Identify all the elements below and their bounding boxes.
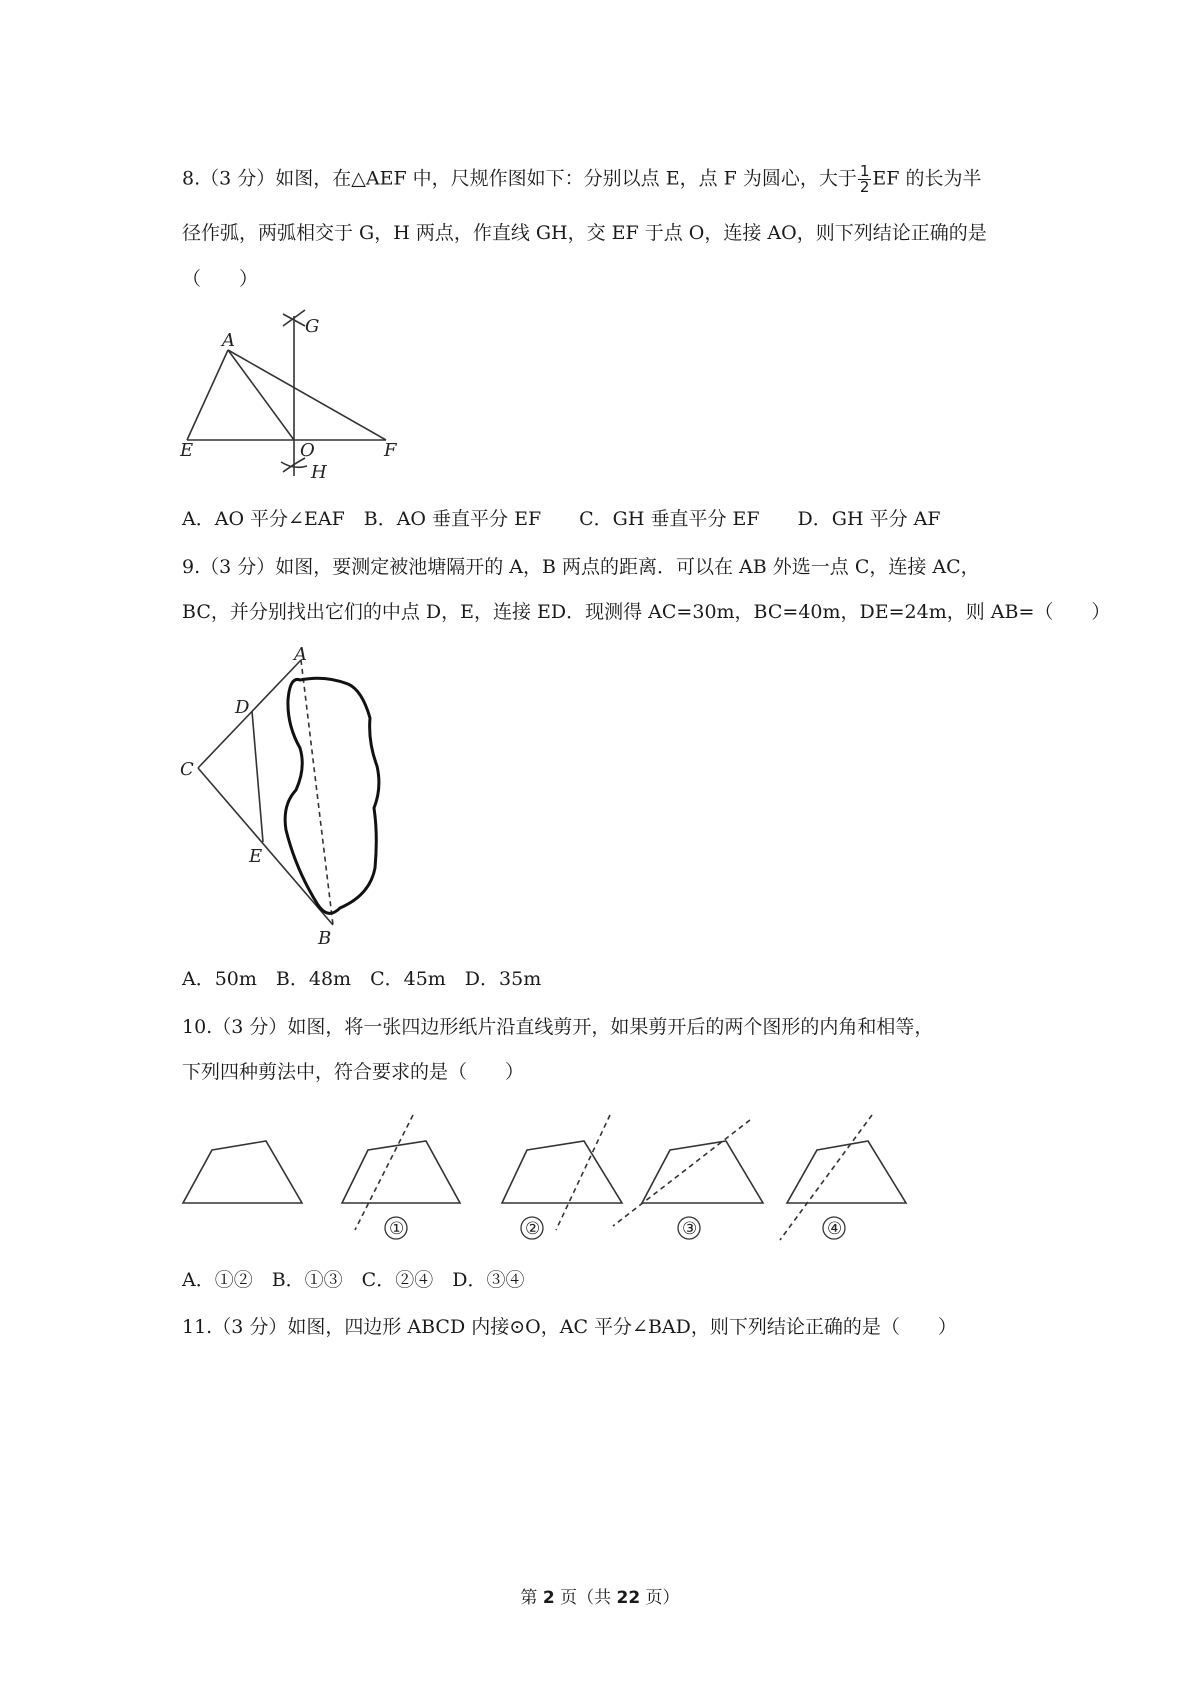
- q8-label-g: G: [305, 316, 320, 337]
- footer-prefix: 第: [520, 1588, 543, 1608]
- q10-stem-line2: 下列四种剪法中，符合要求的是（ ）: [182, 1061, 525, 1083]
- q10-quad-4: [787, 1141, 906, 1203]
- q8-answer-blank: （ ）: [182, 268, 259, 290]
- q9-stem-line1: 9.（3 分）如图，要测定被池塘隔开的 A，B 两点的距离．可以在 AB 外选一点 C，连接 AC，: [182, 556, 980, 578]
- page-footer: [0, 1583, 1200, 1608]
- q8-label-a: A: [222, 330, 235, 351]
- q8-label-e: E: [180, 440, 194, 461]
- q10-cut-3: [613, 1120, 750, 1226]
- footer-total-pages: 22: [616, 1588, 641, 1608]
- q10-cut-2: [556, 1115, 610, 1230]
- q10-label-4: ④: [827, 1219, 843, 1239]
- q9-label-b: B: [318, 928, 332, 949]
- q8-label-f: F: [384, 440, 397, 461]
- q9-label-d: D: [235, 697, 250, 718]
- q8-stem-part2: EF 的长为半: [872, 167, 982, 190]
- footer-suffix: 页）: [640, 1588, 680, 1608]
- q8-stem-part1: 8.（3 分）如图，在△AEF 中，尺规作图如下：分别以点 E，点 F 为圆心，大于: [182, 167, 857, 190]
- q9-label-e: E: [249, 846, 263, 867]
- q10-stem-line1: 10.（3 分）如图，将一张四边形纸片沿直线剪开，如果剪开后的两个图形的内角和相等，: [182, 1016, 934, 1038]
- q8-label-h: H: [311, 462, 327, 483]
- q10-quad-2: [502, 1141, 622, 1203]
- q8-stem-line2: 径作弧，两弧相交于 G，H 两点，作直线 GH，交 EF 于点 O，连接 AO，则下列结论正确的是: [182, 222, 987, 244]
- footer-middle: 页（共: [554, 1588, 617, 1608]
- q9-label-c: C: [180, 759, 194, 780]
- q10-options: A．①② B．①③ C．②④ D．③④: [182, 1269, 525, 1291]
- footer-page-number: 2: [542, 1588, 555, 1608]
- q10-label-3: ③: [682, 1219, 698, 1239]
- q10-label-1: ①: [389, 1219, 405, 1239]
- q10-cut-1: [355, 1115, 413, 1230]
- q9-stem-line2: BC，并分别找出它们的中点 D，E，连接 ED．现测得 AC=30m，BC=40m，DE=24m，则 AB=（ ）: [182, 601, 1111, 623]
- q10-label-2: ②: [525, 1219, 541, 1239]
- q10-quad-1: [342, 1141, 460, 1203]
- q9-label-a: A: [294, 644, 307, 665]
- q8-label-o: O: [300, 440, 315, 461]
- fraction-numerator: 1: [859, 162, 870, 180]
- q8-options: A．AO 平分∠EAF B．AO 垂直平分 EF C．GH 垂直平分 EF D．GH 平分 AF: [182, 508, 941, 530]
- q10-quad-original: [183, 1141, 302, 1203]
- q11-stem-line1: 11.（3 分）如图，四边形 ABCD 内接⊙O，AC 平分∠BAD，则下列结论正确的是（ ）: [182, 1316, 957, 1338]
- q10-quad-3: [642, 1141, 763, 1203]
- fraction-denominator: 2: [859, 178, 870, 196]
- q9-options: A．50m B．48m C．45m D．35m: [182, 968, 542, 990]
